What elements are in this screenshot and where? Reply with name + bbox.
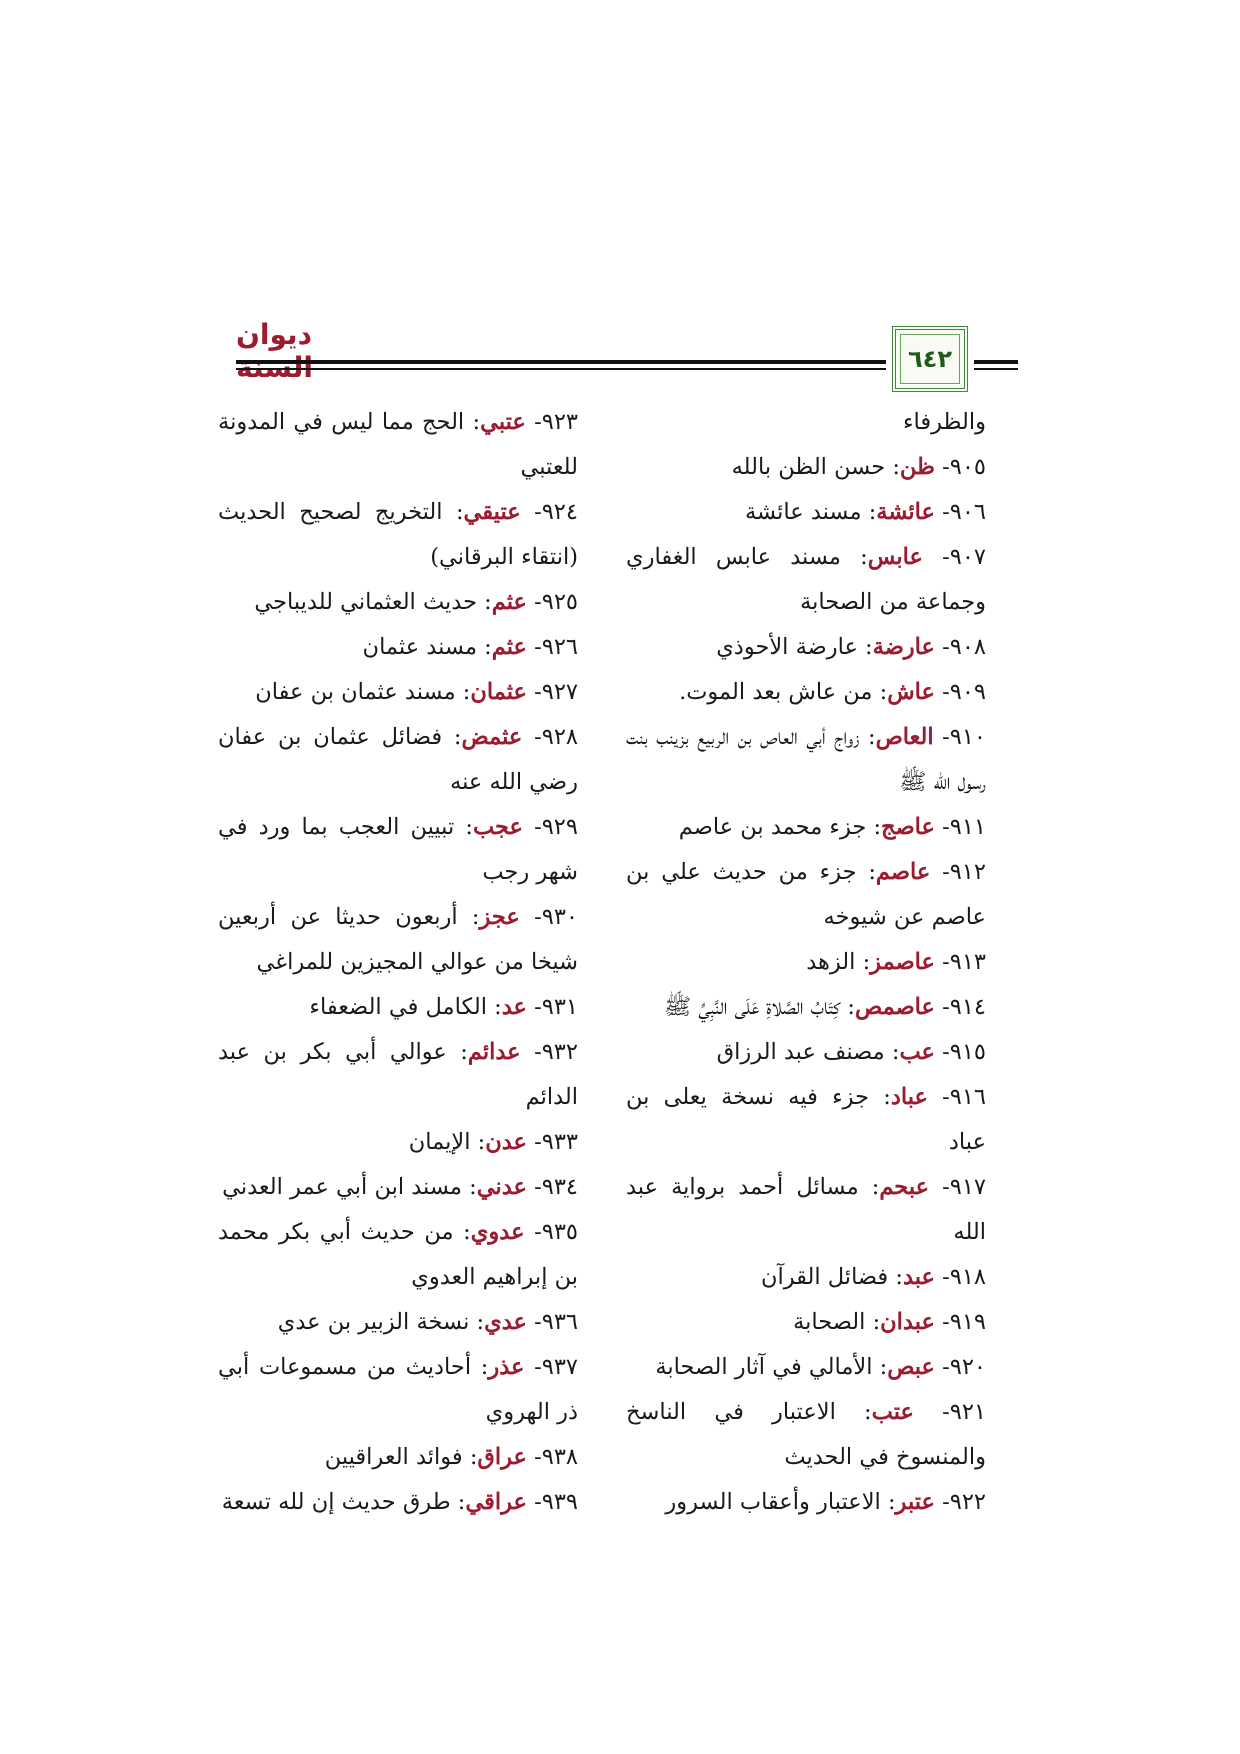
entry-title: : مسند عثمان بن عفان	[255, 679, 471, 705]
index-entry	[626, 490, 986, 535]
entry-abbreviation: عاصم	[875, 859, 931, 885]
index-entry	[218, 400, 578, 490]
entry-title: والظرفاء	[902, 409, 986, 435]
page-number: ٦٤٢	[908, 345, 952, 373]
entry-abbreviation: عبص	[887, 1354, 935, 1380]
entry-title: : جزء محمد بن عاصم	[678, 814, 882, 840]
index-entry	[218, 580, 578, 625]
index-entry	[218, 1165, 578, 1210]
entry-abbreviation: عتبي	[480, 409, 526, 435]
header-rule-right-thin	[974, 368, 1018, 370]
entry-number: ٩٢٢-	[934, 1489, 986, 1515]
entry-number: ٩٢١-	[913, 1399, 987, 1425]
entry-abbreviation: عاش	[887, 679, 935, 705]
index-entry	[626, 1030, 986, 1075]
entry-title: : مسند عابس الغفاري وجماعة من الصحابة	[626, 544, 986, 615]
entry-title: : مسند عثمان	[362, 634, 492, 660]
entry-title: : أحاديث من مسموعات أبي ذر الهروي	[218, 1354, 578, 1425]
entry-number: ٩٣٤-	[526, 1174, 578, 1200]
index-entry	[626, 805, 986, 850]
entry-number: ٩٣٦-	[526, 1309, 578, 1335]
entry-number: ٩١٣-	[934, 949, 986, 975]
entry-title: : فضائل عثمان بن عفان رضي الله عنه	[218, 724, 578, 795]
entry-title: : تبيين العجب بما ورد في شهر رجب	[218, 814, 578, 885]
right-column	[626, 400, 986, 1525]
entry-title: : فضائل القرآن	[760, 1264, 903, 1290]
entry-abbreviation: عثم	[491, 589, 527, 615]
index-entry	[218, 625, 578, 670]
entry-number: ٩١١-	[934, 814, 986, 840]
entry-number: ٩١٩-	[934, 1309, 986, 1335]
entry-title: : عوالي أبي بكر بن عبد الدائم	[218, 1039, 578, 1110]
entry-number: ٩٠٧-	[922, 544, 986, 570]
entry-abbreviation: عراقي	[465, 1489, 527, 1515]
entry-title: : جزء من حديث علي بن عاصم عن شيوخه	[626, 859, 986, 930]
entry-abbreviation: عد	[501, 994, 527, 1020]
entry-number: ٩١٨-	[934, 1264, 986, 1290]
entry-title: : جزء فيه نسخة يعلى بن عباد	[626, 1084, 986, 1155]
index-entry	[218, 985, 578, 1030]
index-entry	[218, 1210, 578, 1300]
entry-number: ٩٢٧-	[526, 679, 578, 705]
entry-number: ٩٠٥-	[934, 454, 986, 480]
entry-title: : عارضة الأحوذي	[716, 634, 873, 660]
index-entry	[218, 715, 578, 805]
entry-number: ٩٠٦-	[934, 499, 986, 525]
page-header	[236, 318, 1016, 392]
index-entry	[626, 985, 986, 1030]
entry-abbreviation: عثمان	[470, 679, 527, 705]
entry-abbreviation: عبدان	[880, 1309, 935, 1335]
entry-number: ٩٣٥-	[524, 1219, 579, 1245]
entry-title: : الأمالي في آثار الصحابة	[655, 1354, 888, 1380]
index-entry	[626, 715, 986, 805]
entry-abbreviation: عتيقي	[463, 499, 521, 525]
entry-abbreviation: عجز	[479, 904, 520, 930]
entry-abbreviation: عجب	[472, 814, 523, 840]
index-entry	[626, 625, 986, 670]
entry-title: : الإيمان	[408, 1129, 486, 1155]
entry-title: : أربعون حديثا عن أربعين شيخا من عوالي المجيزين للمراغي	[218, 904, 578, 975]
index-entry	[626, 1480, 986, 1525]
entry-abbreviation: عباد	[890, 1084, 928, 1110]
entry-number: ٩١٦-	[927, 1084, 986, 1110]
entry-number: ٩٠٩-	[934, 679, 986, 705]
entry-title: : نسخة الزبير بن عدي	[277, 1309, 485, 1335]
entry-title: : الزهد	[806, 949, 871, 975]
entry-number: ٩٣٩-	[526, 1489, 578, 1515]
entry-title: : الاعتبار وأعقاب السرور	[665, 1489, 896, 1515]
index-entry	[218, 895, 578, 985]
index-entry	[218, 805, 578, 895]
entry-number: ٩٣٢-	[520, 1039, 578, 1065]
entry-abbreviation: عب	[899, 1039, 935, 1065]
entry-title: : فوائد العراقيين	[324, 1444, 478, 1470]
entry-number: ٩٢٥-	[526, 589, 578, 615]
index-entry	[626, 940, 986, 985]
entry-title: : زواج أبي العاص بن الربيع بزينب بنت رسول الله ﷺ	[626, 724, 986, 795]
index-entry	[626, 1165, 986, 1255]
index-entry	[218, 670, 578, 715]
entry-title: : مصنف عبد الرزاق	[716, 1039, 900, 1065]
index-entry	[626, 400, 986, 445]
index-entry	[218, 1120, 578, 1165]
entry-abbreviation: العاص	[875, 724, 934, 750]
index-entry	[626, 1255, 986, 1300]
entry-number: ٩٢٩-	[522, 814, 578, 840]
entry-title: : من حديث أبي بكر محمد بن إبراهيم العدوي	[218, 1219, 578, 1290]
entry-abbreviation: عاصمص	[855, 994, 935, 1020]
header-rule-right-thick	[974, 360, 1018, 364]
entry-title: : الحج مما ليس في المدونة للعتبي	[218, 409, 578, 480]
entry-number: ٩١٥-	[934, 1039, 986, 1065]
entry-number: ٩١٢-	[930, 859, 986, 885]
entry-abbreviation: عراق	[477, 1444, 527, 1470]
entry-number: ٩١٧-	[929, 1174, 986, 1200]
entry-abbreviation: عتبر	[895, 1489, 935, 1515]
entry-abbreviation: عبحم	[879, 1174, 930, 1200]
entry-number: ٩٣٠-	[519, 904, 578, 930]
entry-number: ٩٢٨-	[522, 724, 578, 750]
index-entry	[218, 1300, 578, 1345]
entry-number: ٩٢٤-	[520, 499, 578, 525]
index-entry	[218, 1345, 578, 1435]
index-entry	[626, 850, 986, 940]
entry-title: : كِتَابُ الصَّلاةِ عَلَى النَّبِيِّ ﷺ	[664, 994, 855, 1020]
entry-title: : طرق حديث إن لله تسعة	[221, 1489, 466, 1515]
index-entry	[626, 1075, 986, 1165]
entry-title: : من عاش بعد الموت.	[679, 679, 888, 705]
index-entry	[218, 1030, 578, 1120]
entry-abbreviation: عارضة	[872, 634, 935, 660]
entry-number: ٩٣١-	[526, 994, 578, 1020]
entry-abbreviation: عدي	[484, 1309, 527, 1335]
index-entry	[218, 490, 578, 580]
header-rule-thin	[236, 368, 886, 370]
entry-abbreviation: عثم	[491, 634, 527, 660]
entry-title: : الصحابة	[793, 1309, 881, 1335]
entry-number: ٩١٤-	[934, 994, 986, 1020]
entry-abbreviation: عدن	[485, 1129, 527, 1155]
index-entry	[218, 1480, 578, 1525]
entry-abbreviation: عابس	[867, 544, 923, 570]
entry-number: ٩٠٨-	[934, 634, 986, 660]
entry-title: : مسند ابن أبي عمر العدني	[222, 1174, 477, 1200]
entry-title: : حسن الظن بالله	[731, 454, 900, 480]
entry-abbreviation: عائشة	[876, 499, 935, 525]
entry-abbreviation: عدني	[476, 1174, 527, 1200]
entry-number: ٩٢٦-	[526, 634, 578, 660]
entry-number: ٩١٠-	[933, 724, 986, 750]
entry-abbreviation: عثمض	[461, 724, 523, 750]
index-entry	[626, 535, 986, 625]
entry-number: ٩٣٧-	[524, 1354, 578, 1380]
entry-abbreviation: عدوي	[470, 1219, 525, 1245]
entry-title: : حديث العثماني للديباجي	[254, 589, 492, 615]
entry-abbreviation: عذر	[488, 1354, 525, 1380]
entry-number: ٩٢٠-	[934, 1354, 986, 1380]
entry-abbreviation: ظن	[899, 454, 935, 480]
index-entry	[626, 670, 986, 715]
index-entry	[626, 1300, 986, 1345]
index-entry	[218, 1435, 578, 1480]
entry-abbreviation: عاصمز	[870, 949, 935, 975]
entry-number: ٩٣٨-	[526, 1444, 578, 1470]
entry-number: ٩٢٣-	[525, 409, 578, 435]
entry-number: ٩٣٣-	[526, 1129, 578, 1155]
entry-title: : الاعتبار في الناسخ والمنسوخ في الحديث	[626, 1399, 986, 1470]
header-rule-thick	[236, 360, 886, 364]
entry-title: : الكامل في الضعفاء	[309, 994, 502, 1020]
entry-abbreviation: عبد	[902, 1264, 935, 1290]
index-entry	[626, 445, 986, 490]
entry-title: : مسائل أحمد برواية عبد الله	[626, 1174, 986, 1245]
index-entry	[626, 1345, 986, 1390]
index-entry	[626, 1390, 986, 1480]
left-column	[218, 400, 578, 1525]
book-title: ديوان السنة	[236, 318, 314, 384]
page-number-frame	[892, 326, 968, 392]
entry-title: : التخريج لصحيح الحديث (انتقاء البرقاني)	[218, 499, 578, 570]
entry-abbreviation: عدائم	[467, 1039, 521, 1065]
entry-abbreviation: عتب	[871, 1399, 914, 1425]
entry-abbreviation: عاصج	[881, 814, 935, 840]
entry-title: : مسند عائشة	[744, 499, 877, 525]
